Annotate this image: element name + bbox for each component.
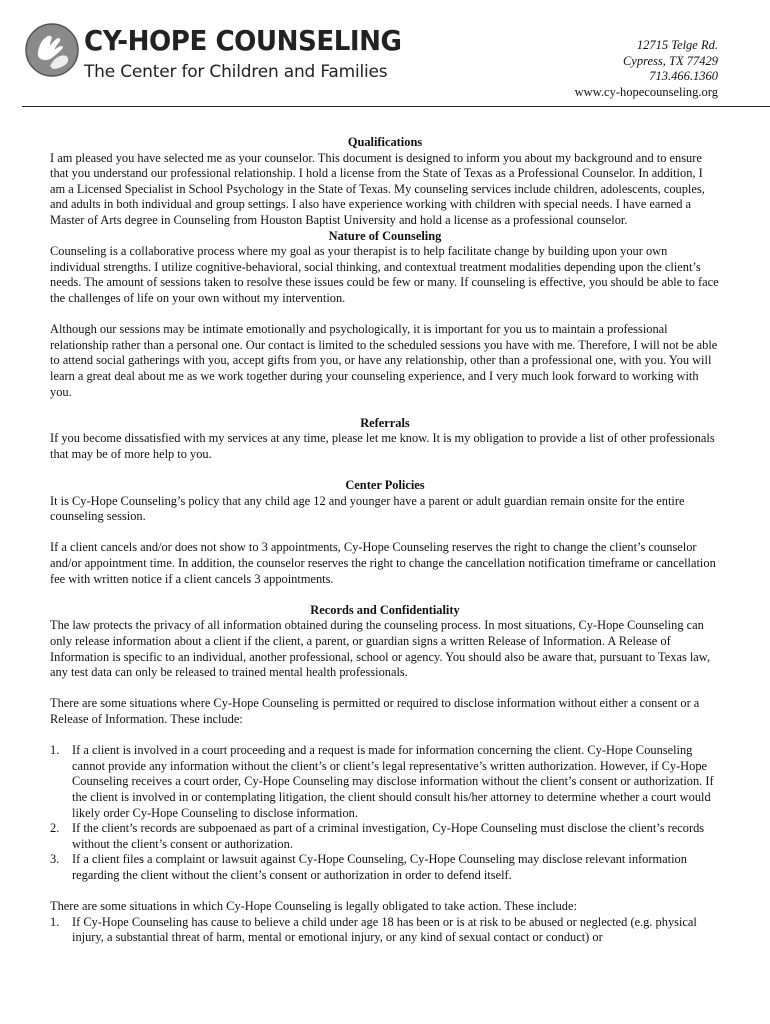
hands-logo-icon	[24, 22, 80, 78]
policies-paragraph-1: It is Cy-Hope Counseling’s policy that any child age 12 and younger have a parent or adult guardian remain onsite for the entire counseling session.	[50, 493, 685, 524]
website-link[interactable]: www.cy-hopecounseling.org	[574, 84, 718, 99]
nature-paragraph-2: Although our sessions may be intimate emotionally and psychologically, it is important for you us to maintain a professional relationship rather than a personal one. Our contact is limited to the scheduled sessions you have with me. Therefore, I will not be able to attend social gatherings with you, accept gifts from you, or have any relationship, other than a professional one, with you. You will learn a great deal about me as we work together during your counseling experience, and I very much look forward to working with you.	[50, 322, 718, 399]
records-paragraph-1: The law protects the privacy of all information obtained during the counseling process. In most situations, Cy-Hope Counseling can only release information about a client if the client, a parent, or guardian signs a written Release of Information. A Release of Information is specific to an individual, another professional, school or agency. You should also be aware that, pursuant to Texas law, any test data can only be released to trained mental health professionals.	[50, 618, 711, 680]
qualifications-paragraph: I am pleased you have selected me as your counselor. This document is designed to inform you about my background and to ensure that you understand our professional relationship. I hold a license from the State of Texas as a Professional Counselor. In addition, I am a Licensed Specialist in School Psychology in the State of Texas. My counseling services include children, adolescents, couples, and adults in both individual and group settings. I also have experience working with children with special needs. I have earned a Master of Arts degree in Counseling from Houston Baptist University and hold a license as a professional counselor.	[50, 150, 705, 227]
document-body	[50, 135, 720, 946]
section-title-records: Records and Confidentiality	[310, 602, 460, 617]
policies-paragraph-2: If a client cancels and/or does not show to 3 appointments, Cy-Hope Counseling reserves the right to change the client’s counselor and/or appointment time. In addition, the counselor reserves the right to change the cancellation notification timeframe or cancellation fee with written notice if a client cancels 3 appointments.	[50, 540, 716, 586]
address-city: Cypress, TX 77429	[622, 53, 718, 68]
section-title-policies: Center Policies	[345, 478, 425, 493]
list-item: 1. If a client is involved in a court proceeding and a request is made for information concerning the client. Cy-Hope Counseling cannot provide any information without the client’s or client’s legal representative’s written authorization. However, if Cy-Hope Counseling receives a court order, Cy-Hope Counseling may disclose information without the client’s consent or authorization. If the client is involved in or contemplating litigation, the client should consult his/her attorney to determine whether a court would likely order Cy-Hope Counseling to disclose information.	[50, 743, 714, 820]
section-title-referrals: Referrals	[360, 415, 410, 430]
disclosure-list	[50, 743, 720, 883]
contact-address	[575, 38, 718, 100]
list-item: 2. If the client’s records are subpoenaed as part of a criminal investigation, Cy-Hope Counseling must disclose the client’s records without the client’s consent or authorization.	[50, 821, 705, 851]
obligation-list	[50, 915, 720, 946]
phone-number: 713.466.1360	[649, 69, 718, 84]
list-item: 1. If Cy-Hope Counseling has cause to believe a child under age 18 has been or is at risk to be abused or neglected (e.g. physical injury, a substantial threat of harm, mental or emotional injury, or any kind of sexual contact or conduct) or	[50, 914, 697, 945]
records-paragraph-2: There are some situations where Cy-Hope Counseling is permitted or required to disclose information without either a consent or a Release of Information. These include:	[50, 696, 700, 726]
section-title-qualifications: Qualifications	[347, 135, 423, 149]
list-item: 3. If a client files a complaint or lawsuit against Cy-Hope Counseling, Cy-Hope Counseling may disclose relevant information regarding the client without the client’s consent or authorization in order to defend itself.	[50, 852, 687, 882]
section-title-nature: Nature of Counseling	[328, 228, 442, 243]
address-street: 12715 Telge Rd.	[636, 38, 718, 52]
brand-tagline: The Center for Children and Families	[84, 62, 388, 82]
referrals-paragraph: If you become dissatisfied with my services at any time, please let me know. It is my obligation to provide a list of other professionals that may be of more help to you.	[50, 431, 715, 461]
nature-paragraph-1: Counseling is a collaborative process where my goal as your therapist is to help facilitate change by building upon your own individual strengths. I utilize cognitive-behavioral, social thinking, and contextual treatment modalities depending upon the client’s needs. The amount of sessions taken to resolve these issues could be few or many. If counseling is effective, you should be able to face the challenges of life on your own without my intervention.	[50, 244, 719, 305]
records-paragraph-3: There are some situations in which Cy-Hope Counseling is legally obligated to take action. These include:	[50, 899, 577, 914]
brand-name: CY-HOPE COUNSELING	[84, 25, 402, 57]
header-divider	[22, 106, 770, 107]
